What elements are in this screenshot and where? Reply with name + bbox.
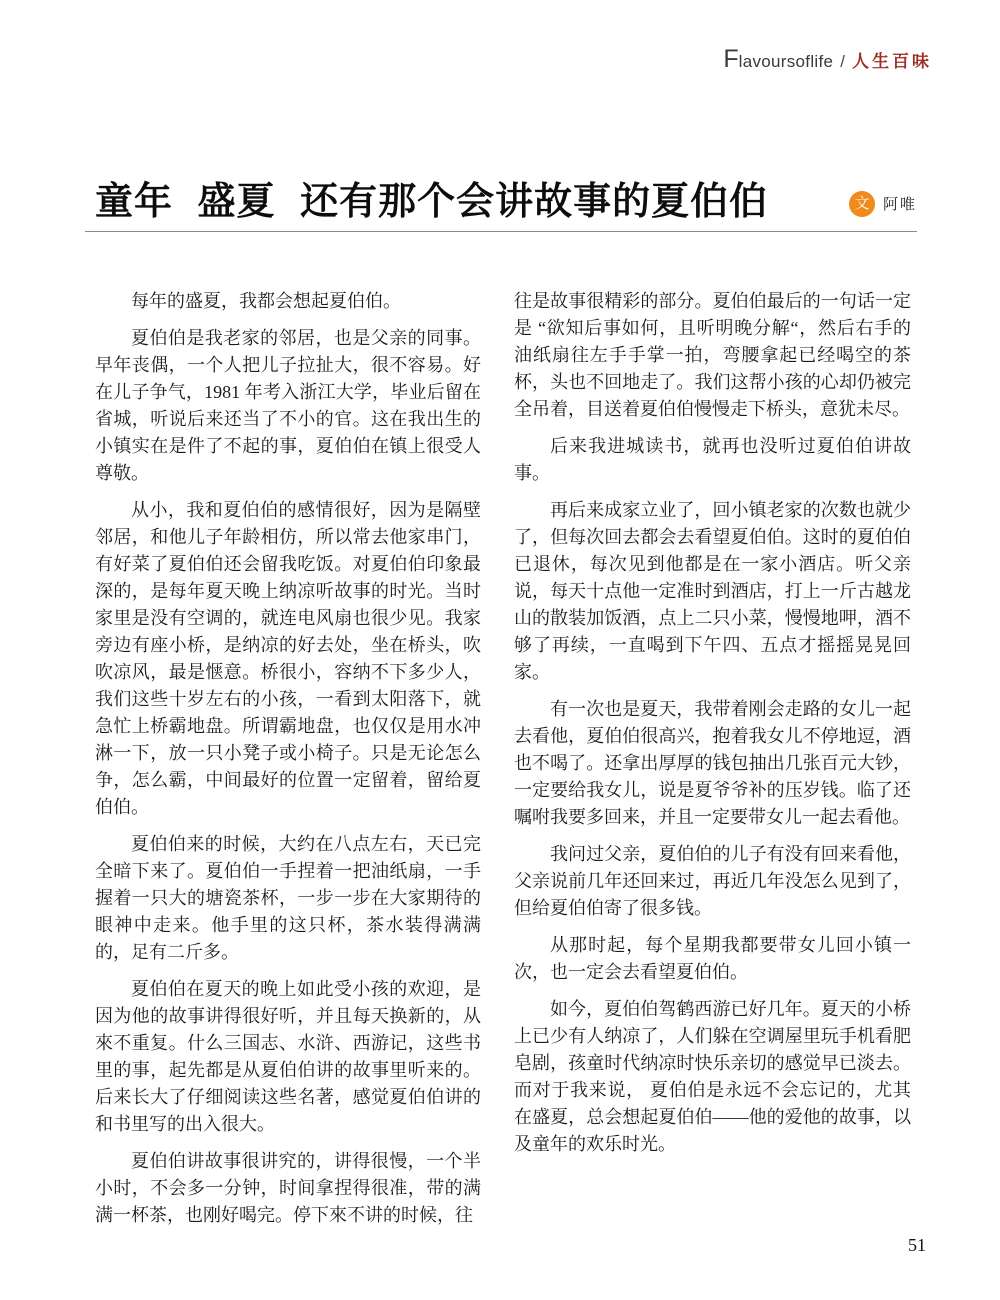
title-divider: [85, 231, 917, 232]
author-badge-icon: 文: [849, 191, 875, 217]
paragraph: 从小，我和夏伯伯的感情很好，因为是隔壁邻居，和他儿子年龄相仿，所以常去他家串门，有好菜了夏伯伯还会留我吃饭。对夏伯伯印象最深的，是每年夏天晚上纳凉听故事的时光。当时家里是没有空调的，就连电风扇也很少见。我家旁边有座小桥，是纳凉的好去处，坐在桥头，吹吹凉风，最是惬意。桥很小，容纳不下多少人，我们这些十岁左右的小孩，一看到太阳落下，就急忙上桥霸地盘。所谓霸地盘，也仅仅是用水冲淋一下，放一只小凳子或小椅子。只是无论怎么争，怎么霸，中间最好的位置一定留着，留给夏伯伯。: [95, 500, 481, 817]
paragraph: 有一次也是夏天，我带着刚会走路的女儿一起去看他，夏伯伯很高兴，抱着我女儿不停地逗，酒也不喝了。还拿出厚厚的钱包抽出几张百元大钞，一定要给我女儿，说是夏爷爷补的压岁钱。临了还嘱咐我要多回来，并且一定要带女儿一起去看他。: [514, 699, 911, 827]
left-column: [95, 288, 481, 1239]
paragraph: 再后来成家立业了，回小镇老家的次数也就少了，但每次回去都会去看望夏伯伯。这时的夏伯伯已退休，每次见到他都是在一家小酒店。听父亲说，每天十点他一定准时到酒店，打上一斤古越龙山的散装加饭酒，点上二只小菜，慢慢地呷，酒不够了再续，一直喝到下午四、五点才摇摇晃晃回家。: [514, 500, 911, 682]
paragraph: 夏伯伯讲故事很讲究的，讲得很慢，一个半小时，不会多一分钟，时间拿捏得很准，带的满满一杯茶，也刚好喝完。停下來不讲的时候，往: [95, 1151, 481, 1225]
magazine-header: [723, 47, 932, 72]
brand-initial: F: [723, 45, 739, 73]
brand-name: lavoursoflife: [738, 52, 834, 71]
page-number: 51: [908, 1235, 926, 1255]
article-body: [95, 288, 911, 1239]
paragraph: 我问过父亲，夏伯伯的儿子有没有回来看他，父亲说前几年还回来过，再近几年没怎么见到了，但给夏伯伯寄了很多钱。: [514, 844, 911, 918]
byline: [849, 191, 917, 217]
author-name: 阿唯: [882, 197, 917, 213]
paragraph: 往是故事很精彩的部分。夏伯伯最后的一句话一定是 “欲知后事如何，且听明晚分解“，然后右手的油纸扇往左手手掌一拍，弯腰拿起已经喝空的茶杯，头也不回地走了。我们这帮小孩的心却仍被完全吊着，目送着夏伯伯慢慢走下桥头，意犹未尽。: [514, 291, 911, 419]
paragraph: 夏伯伯在夏天的晚上如此受小孩的欢迎，是因为他的故事讲得很好听，并且每天换新的，从來不重复。什么三国志、水浒、西游记，这些书里的事，起先都是从夏伯伯讲的故事里听来的。后来长大了仔细阅读这些名著，感觉夏伯伯讲的和书里写的出入很大。: [95, 979, 481, 1134]
paragraph: 从那时起，每个星期我都要带女儿回小镇一次，也一定会去看望夏伯伯。: [514, 935, 911, 982]
right-column: [514, 288, 911, 1239]
paragraph: 夏伯伯来的时候，大约在八点左右，天已完全暗下来了。夏伯伯一手捏着一把油纸扇，一手握着一只大的塘瓷茶杯，一步一步在大家期待的眼神中走来。他手里的这只杯，茶水装得满满的，足有二斤多。: [95, 834, 481, 962]
article-title: 童年 盛夏 还有那个会讲故事的夏伯伯: [95, 181, 769, 223]
title-row: [95, 170, 917, 225]
section-title: 人生百味: [852, 52, 932, 71]
paragraph: 夏伯伯是我老家的邻居，也是父亲的同事。早年丧偶，一个人把儿子拉扯大，很不容易。好在儿子争气，1981 年考入浙江大学，毕业后留在省城，听说后来还当了不小的官。这在我出生的小镇实在是件了不起的事，夏伯伯在镇上很受人尊敬。: [95, 328, 481, 483]
paragraph: 后来我进城读书，就再也没听过夏伯伯讲故事。: [514, 436, 911, 483]
header-separator: /: [840, 52, 845, 71]
paragraph: 如今，夏伯伯驾鹤西游已好几年。夏天的小桥上已少有人纳凉了，人们躲在空调屋里玩手机看肥皂剧，孩童时代纳凉时快乐亲切的感觉早已淡去。而对于我来说， 夏伯伯是永远不会忘记的，尤其在盛夏，总会想起夏伯伯——他的爱他的故事，以及童年的欢乐时光。: [514, 999, 911, 1154]
paragraph: 每年的盛夏，我都会想起夏伯伯。: [131, 291, 401, 311]
